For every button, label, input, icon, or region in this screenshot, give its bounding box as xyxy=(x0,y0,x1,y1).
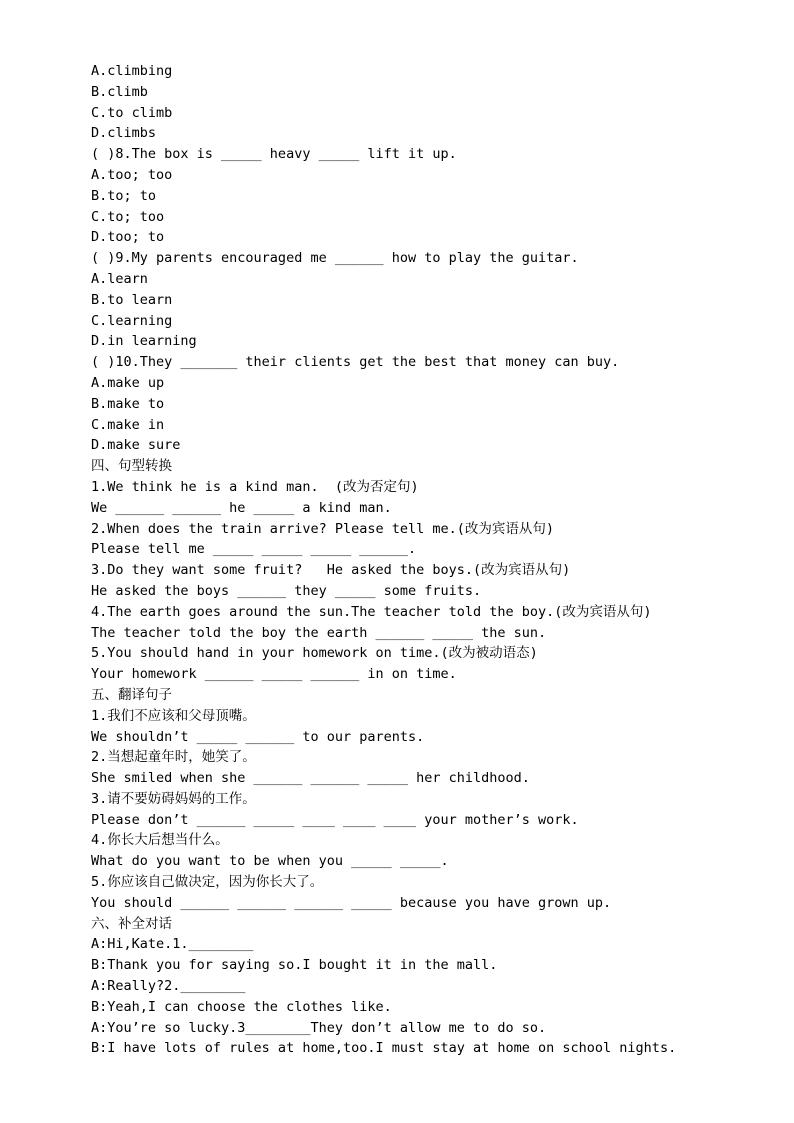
transform-answer-4: The teacher told the boy the earth ______ _____ the sun. xyxy=(91,624,547,641)
translate-answer-3: Please don’t ______ _____ ____ ____ ____ your mother’s work. xyxy=(91,811,579,828)
option-8b: B.to; to xyxy=(91,187,157,204)
translate-item-1: 1.我们不应该和父母顶嘴。 xyxy=(91,707,256,724)
translate-item-3: 3.请不要妨碍妈妈的工作。 xyxy=(91,790,256,807)
transform-item-4: 4.The earth goes around the sun.The teacher told the boy.(改为宾语从句) xyxy=(91,603,652,620)
option-9a: A.learn xyxy=(91,270,148,287)
translate-answer-5: You should ______ ______ ______ _____ because you have grown up. xyxy=(91,894,612,911)
option-10c: C.make in xyxy=(91,416,165,433)
option-9c: C.learning xyxy=(91,312,173,329)
option-7b: B.climb xyxy=(91,83,148,100)
transform-answer-1: We ______ ______ he _____ a kind man. xyxy=(91,499,392,516)
translate-answer-4: What do you want to be when you _____ _____. xyxy=(91,853,449,870)
option-8a: A.too; too xyxy=(91,166,173,183)
section-heading-dialogue: 六、补全对话 xyxy=(91,915,172,932)
option-10a: A.make up xyxy=(91,374,165,391)
section-heading-sentence-transformation: 四、句型转换 xyxy=(91,458,172,475)
option-7a: A.climbing xyxy=(91,63,173,79)
transform-item-5: 5.You should hand in your homework on time.(改为被动语态) xyxy=(91,645,538,662)
option-8d: D.too; to xyxy=(91,229,165,246)
option-7d: D.climbs xyxy=(91,125,157,142)
translate-item-4: 4.你长大后想当什么。 xyxy=(91,832,229,849)
transform-item-2: 2.When does the train arrive? Please tell me.(改为宾语从句) xyxy=(91,520,555,537)
question-9: ( )9.My parents encouraged me ______ how to play the guitar. xyxy=(91,250,579,267)
option-8c: C.to; too xyxy=(91,208,165,225)
translate-answer-1: We shouldn’t _____ ______ to our parents. xyxy=(91,728,425,745)
dialogue-line-3: A:Really?2.________ xyxy=(91,978,246,995)
dialogue-line-6: B:I have lots of rules at home,too.I must stay at home on school nights. xyxy=(91,1040,677,1057)
dialogue-line-2: B:Thank you for saying so.I bought it in the mall. xyxy=(91,957,498,974)
transform-item-1: 1.We think he is a kind man. (改为否定句) xyxy=(91,478,419,495)
transform-item-3: 3.Do they want some fruit? He asked the boys.(改为宾语从句) xyxy=(91,562,571,579)
option-7c: C.to climb xyxy=(91,104,173,121)
question-8: ( )8.The box is _____ heavy _____ lift it up. xyxy=(91,146,457,163)
dialogue-line-1: A:Hi,Kate.1.________ xyxy=(91,936,254,953)
option-9b: B.to learn xyxy=(91,291,173,308)
translate-answer-2: She smiled when she ______ ______ _____ her childhood. xyxy=(91,770,530,787)
transform-answer-3: He asked the boys ______ they _____ some fruits. xyxy=(91,582,482,599)
option-9d: D.in learning xyxy=(91,333,197,350)
translate-item-5: 5.你应该自己做决定，因为你长大了。 xyxy=(91,874,324,891)
question-10: ( )10.They _______ their clients get the best that money can buy. xyxy=(91,354,620,371)
option-10b: B.make to xyxy=(91,395,165,412)
translate-item-2: 2.当想起童年时，她笑了。 xyxy=(91,749,256,766)
dialogue-line-5: A:You’re so lucky.3________They don’t allow me to do so. xyxy=(91,1019,547,1036)
dialogue-line-4: B:Yeah,I can choose the clothes like. xyxy=(91,998,392,1015)
document-page xyxy=(91,61,771,1059)
transform-answer-5: Your homework ______ _____ ______ in on time. xyxy=(91,666,457,683)
section-heading-translation: 五、翻译句子 xyxy=(91,686,172,703)
transform-answer-2: Please tell me _____ _____ _____ ______. xyxy=(91,541,417,558)
option-10d: D.make sure xyxy=(91,437,181,454)
